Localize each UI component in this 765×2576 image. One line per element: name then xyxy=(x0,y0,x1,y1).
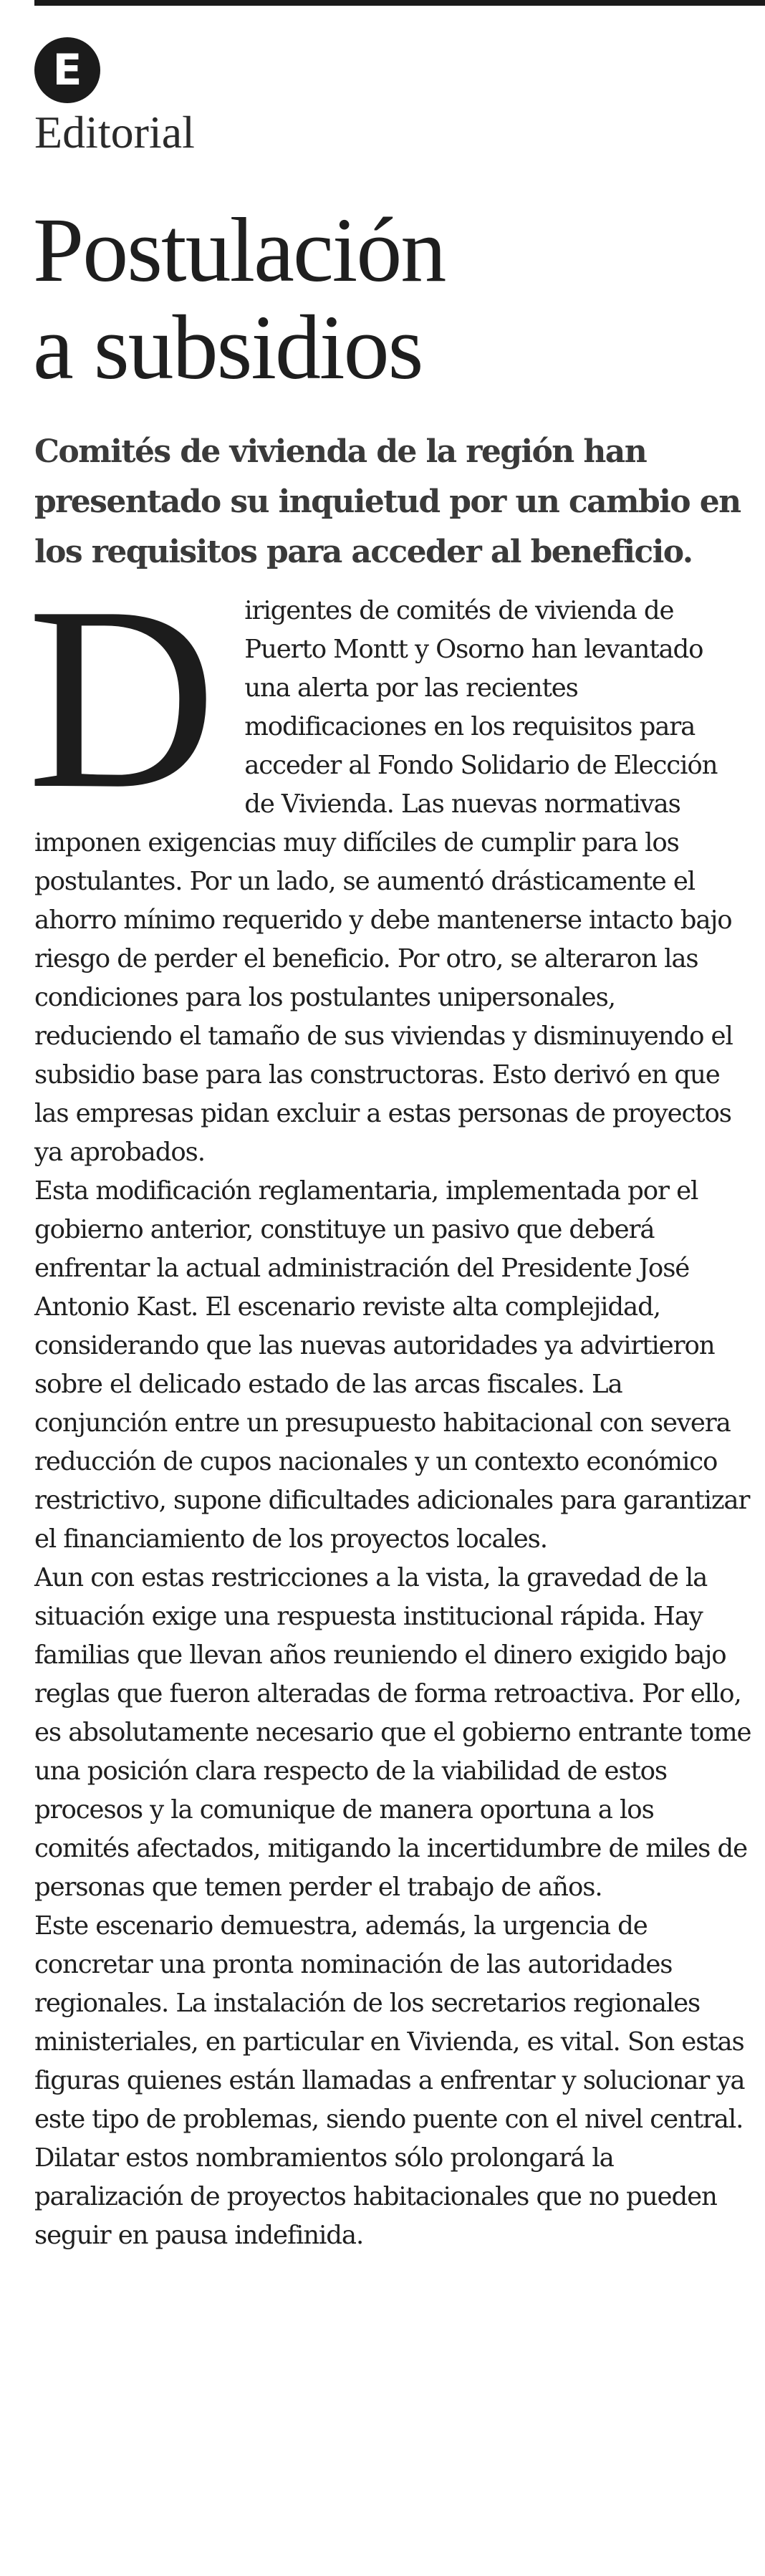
deck: Comités de vivienda de la región han presentado su inquietud por un cambio en los requisitos para acceder al beneficio. xyxy=(34,433,741,570)
section-badge-letter: E xyxy=(52,45,82,95)
section-badge-icon xyxy=(34,37,100,103)
headline xyxy=(33,199,749,398)
paragraph-3: Aun con estas restricciones a la vista, la gravedad de la situación exige una respuesta institucional rápida. Hay familias que llevan años reuniendo el dinero exigido bajo reglas que fueron alteradas de forma retroactiva. Por ello, es absolutamente necesario que el gobierno entrante tome una posición clara respecto de la viabilidad de estos procesos y la comunique de manera oportuna a los comités afectados, mitigando la incertidumbre de miles de personas que temen perder el trabajo de años. xyxy=(34,1563,751,1902)
paragraph-1 xyxy=(27,553,752,1172)
article-body xyxy=(27,553,752,2255)
paragraph-4: Este escenario demuestra, además, la urgencia de concretar una pronta nominación de las autoridades regionales. La instalación de los secretarios regionales ministeriales, en particular en Vivienda, es vital. Son estas figuras quienes están llamadas a enfrentar y solucionar ya este tipo de problemas, siendo puente con el nivel central. Dilatar estos nombramientos sólo prolongará la paralización de proyectos habitacionales que no pueden seguir en pausa indefinida. xyxy=(34,1911,745,2250)
paragraph-2: Esta modificación reglamentaria, implementada por el gobierno anterior, constituye un pasivo que deberá enfrentar la actual administración del Presidente José Antonio Kast. El escenario reviste alta complejidad, considerando que las nuevas autoridades ya advirtieron sobre el delicado estado de las arcas fiscales. La conjunción entre un presupuesto habitacional con severa reducción de cupos nacionales y un contexto económico restrictivo, supone dificultades adicionales para garantizar el financiamiento de los proyectos locales. xyxy=(34,1176,750,1554)
paragraph-1-text: irigentes de comités de vivienda de Puerto Montt y Osorno han levantado una alerta por las recientes modificaciones en los requisitos para acceder al Fondo Solidario de Elección de Vivienda. Las nuevas normativas imponen exigencias muy difíciles de cumplir para los postulantes. Por un lado, se aumentó drásticamente el ahorro mínimo requerido y debe mantenerse intacto bajo riesgo de perder el beneficio. Por otro, se alteraron las condiciones para los postulantes unipersonales, reduciendo el tamaño de sus viviendas y disminuyendo el subsidio base para las constructoras. Esto derivó en que las empresas pidan excluir a estas personas de proyectos ya aprobados. xyxy=(34,596,733,1167)
top-rule xyxy=(34,0,765,6)
headline-line-1: Postulación xyxy=(33,199,446,301)
headline-line-2: a subsidios xyxy=(33,296,423,398)
section-label: Editorial xyxy=(34,107,195,158)
drop-cap: D xyxy=(27,553,216,843)
